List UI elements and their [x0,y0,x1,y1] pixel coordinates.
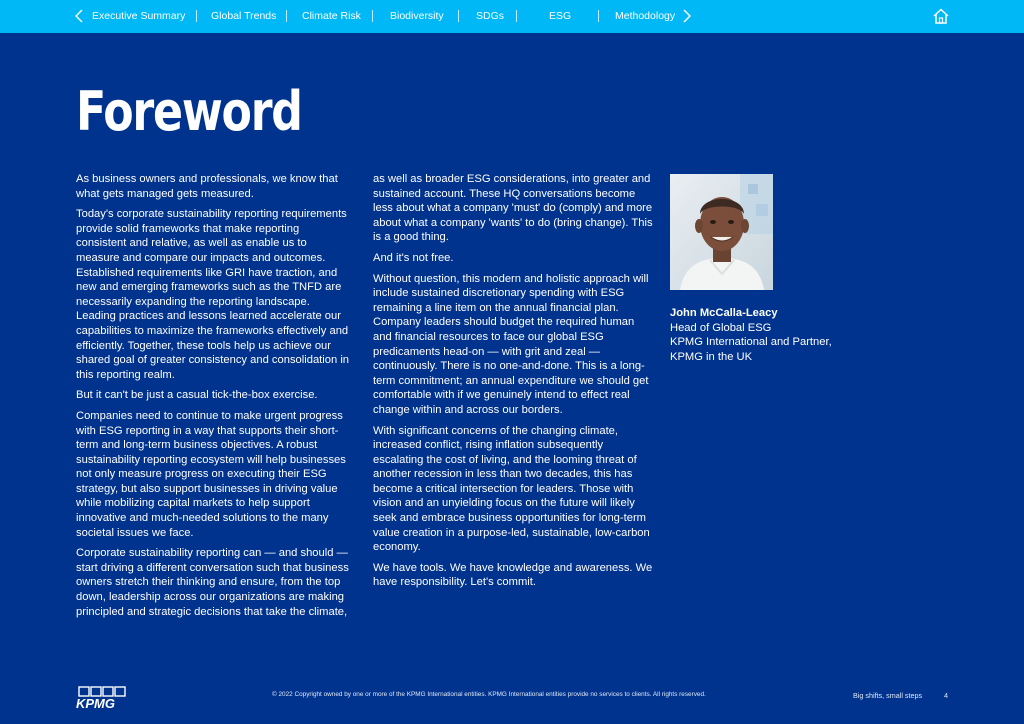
author-office: KPMG in the UK [670,350,753,363]
body-column-1 [76,172,350,625]
copyright-text: © 2022 Copyright owned by one or more of the KPMG International entities. KPMG International entities provide no services to clients. All rights reserved. [272,691,706,698]
nav-esg[interactable]: ESG [549,10,572,22]
top-nav-bar [0,0,1024,33]
author-role: Head of Global ESG [670,321,772,334]
author-title: KPMG International and Partner, [670,336,832,349]
footer-tagline: Big shifts, small steps [853,691,923,700]
nav-divider [516,10,517,22]
kpmg-logo [76,686,128,710]
author-bio [670,306,870,364]
nav-methodology[interactable]: Methodology [615,10,676,22]
paragraph: as well as broader ESG considerations, into greater and sustained account. These HQ conversations become less about what a company 'must' do (comply) and more about what a company 'wants' to do (bring change). This is a good thing. [373,173,653,244]
nav-biodiversity[interactable]: Biodiversity [390,10,444,22]
author-photo [670,174,773,290]
page-title: Foreword [76,80,302,143]
nav-global-trends[interactable]: Global Trends [211,10,277,22]
author-name: John McCalla-Leacy [670,307,778,319]
paragraph: But it can't be just a casual tick-the-box exercise. [76,389,318,402]
paragraph: With significant concerns of the changing climate, increased conflict, rising inflation subsequently escalating the cost of living, and the looming threat of another recession in less than two decades, this has become a critical intersection for leaders. Those with vision and an unyielding focus on the future will likely seek and embrace business opportunities for long-term value creation in a purpose-led, sustainable, low-carbon economy. [373,424,650,554]
paragraph: We have tools. We have knowledge and awareness. We have responsibility. Let's commit. [373,561,653,589]
body-column-2 [373,172,655,596]
svg-text:KPMG: KPMG [76,696,115,710]
paragraph: Without question, this modern and holistic approach will include sustained discretionary spending with ESG remaining a line item on the annual financial plan. Company leaders should budget the required human and financial resources to face our global ESG predicaments head-on — with grit and zeal — continuously. There is no one-and-done. This is a long-term commitment; an annual expenditure we should get comfortable with if we genuinely intend to effect real change within and across our borders. [373,272,649,416]
nav-divider [372,10,373,22]
paragraph: Corporate sustainability reporting can — and should — start driving a different conversation such that business owners stretch their thinking and ensure, from the top down, leadership across our organizations are making principled and strategic decisions that take the climate, [76,547,349,618]
chevron-right-icon[interactable] [682,9,692,23]
nav-climate-risk[interactable]: Climate Risk [302,10,361,22]
nav-divider [286,10,287,22]
paragraph: Companies need to continue to make urgent progress with ESG reporting in a way that supports their short-term and long-term business objectives. A robust sustainability reporting ecosystem will help businesses not only measure progress on executing their ESG strategy, but also support businesses in driving value while mobilizing capital markets to help support innovative and much-needed solutions to the many societal issues we face. [76,409,346,539]
nav-sdgs[interactable]: SDGs [476,10,505,22]
paragraph: And it's not free. [373,251,454,264]
nav-divider [598,10,599,22]
nav-divider [458,10,459,22]
nav-divider [196,10,197,22]
paragraph: As business owners and professionals, we know that what gets managed gets measured. [76,173,338,200]
nav-executive-summary[interactable]: Executive Summary [92,10,186,22]
home-icon[interactable] [932,7,950,25]
chevron-left-icon[interactable] [74,9,84,23]
page-number: 4 [944,691,948,700]
paragraph: Today's corporate sustainability reporting requirements provide solid frameworks that make reporting consistent and relative, as well as enable us to measure and compare our impacts and outcomes. Established requirements like GRI have traction, and new and emerging frameworks such as the TNFD are necessarily expanding the reporting landscape. Leading practices and lessons learned accelerate our capabilities to maximize the frameworks effectively and efficiently. Together, these tools help us achieve our shared goal of greater consistency and consolidation in this reporting realm. [76,208,350,381]
